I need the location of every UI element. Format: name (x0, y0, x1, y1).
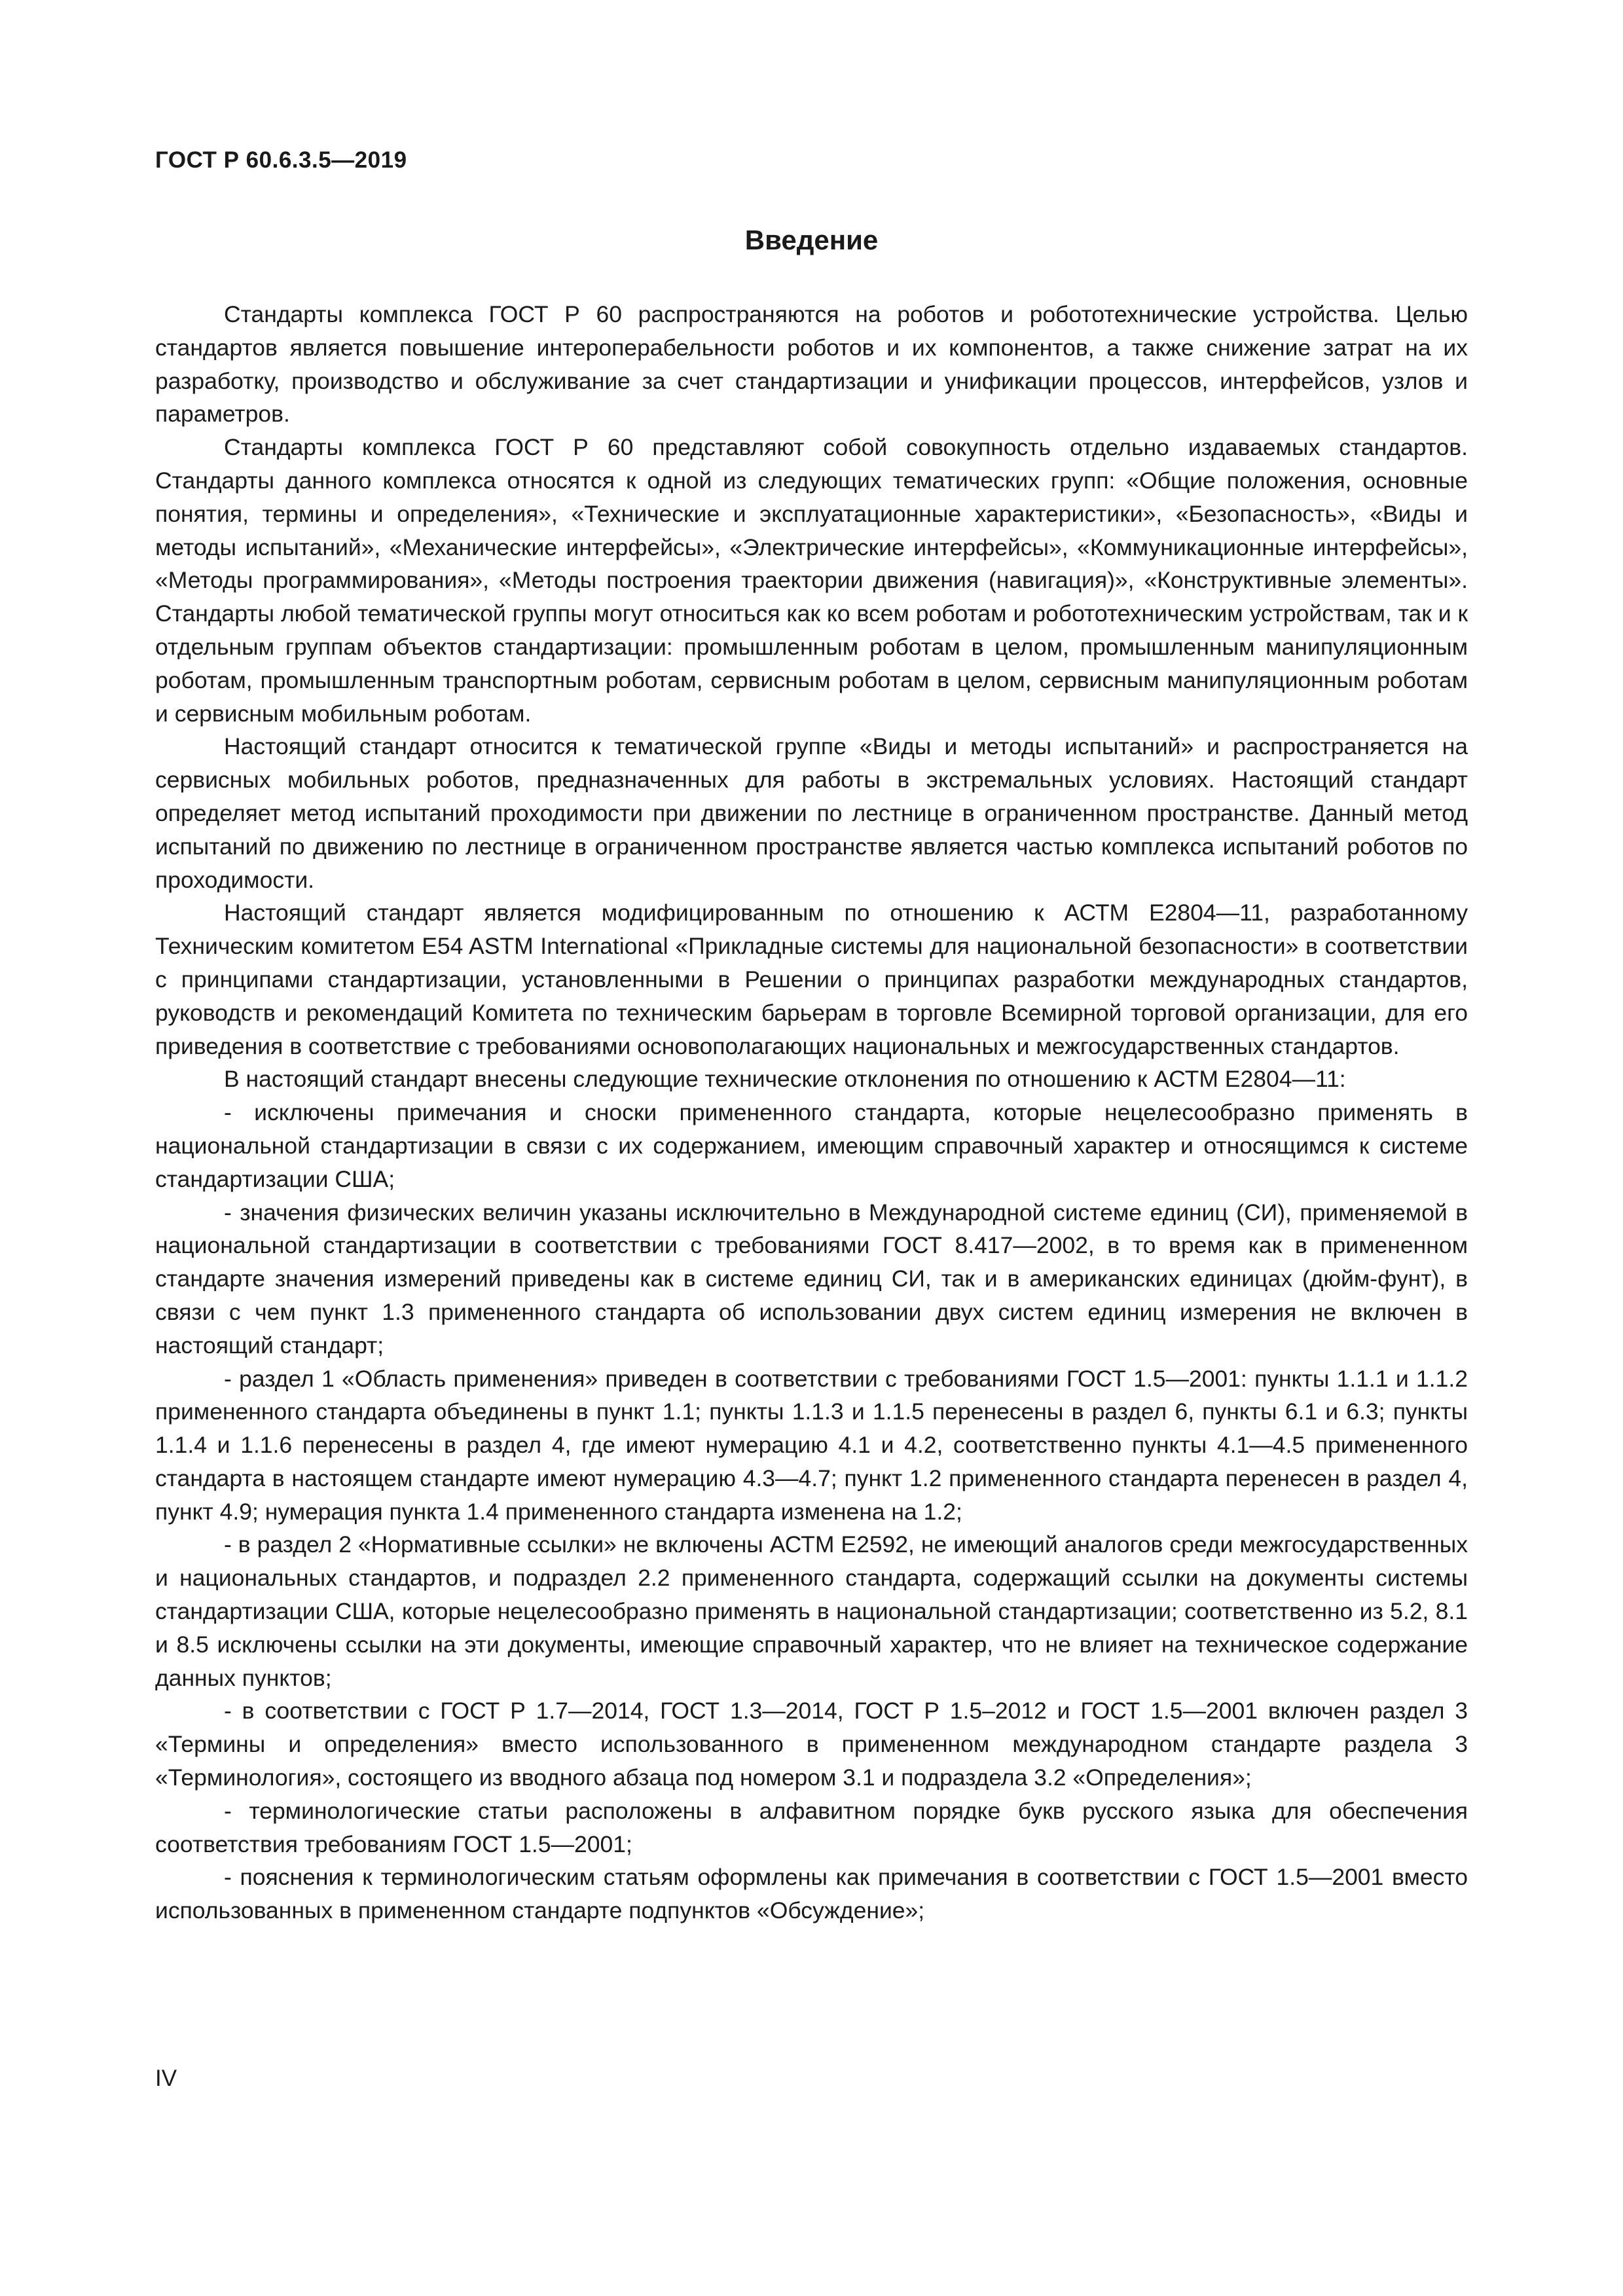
list-item: - пояснения к терминологическим статьям оформлены как примечания в соответствии с ГОСТ 1.5—2001 вместо использованных в примененном стандарте подпунктов «Обсуждение»; (155, 1864, 1468, 1924)
paragraph: Настоящий стандарт является модифицированным по отношению к АСТМ Е2804—11, разработанному Техническим комитетом E54 ASTM International «Прикладные системы для национальной безопасности» в соответствии с принципами стандартизации, установленными в Решении о принципах разработки международных стандартов, руководств и рекомендаций Комитета по техническим барьерам в торговле Всемирной торговой организации, для его приведения в соответствие с требованиями основополагающих национальных и межгосударственных стандартов. (155, 900, 1468, 1059)
list-item: - терминологические статьи расположены в алфавитном порядке букв русского языка для обеспечения соответствия требованиям ГОСТ 1.5—2001; (155, 1797, 1468, 1857)
document-code: ГОСТ Р 60.6.3.5—2019 (155, 147, 407, 173)
list-item: - в соответствии с ГОСТ Р 1.7—2014, ГОСТ 1.3—2014, ГОСТ Р 1.5–2012 и ГОСТ 1.5—2001 включен раздел 3 «Термины и определения» вместо использованного в примененном международном стандарте раздела 3 «Терминология», состоящего из вводного абзаца под номером 3.1 и подраздела 3.2 «Определения»; (155, 1698, 1468, 1791)
list-item: - в раздел 2 «Нормативные ссылки» не включены АСТМ Е2592, не имеющий аналогов среди межгосударственных и национальных стандартов, и подраздел 2.2 примененного стандарта, содержащий ссылки на документы системы стандартизации США, которые нецелесообразно применять в национальной стандартизации; соответственно из 5.2, 8.1 и 8.5 исключены ссылки на эти документы, имеющие справочный характер, что не влияет на техническое содержание данных пунктов; (155, 1531, 1468, 1691)
document-body (155, 298, 1468, 1927)
paragraph: Стандарты комплекса ГОСТ Р 60 представляют собой совокупность отдельно издаваемых стандартов. Стандарты данного комплекса относятся к одной из следующих тематических групп: «Общие положения, основные понятия, термины и определения», «Технические и эксплуатационные характеристики», «Безопасность», «Виды и методы испытаний», «Механические интерфейсы», «Электрические интерфейсы», «Коммуникационные интерфейсы», «Методы программирования», «Методы построения траектории движения (навигация)», «Конструктивные элементы». Стандарты любой тематической группы могут относиться как ко всем роботам и робототехническим устройствам, так и к отдельным группам объектов стандартизации: промышленным роботам в целом, промышленным манипуляционным роботам, промышленным транспортным роботам, сервисным роботам в целом, сервисным манипуляционным роботам и сервисным мобильным роботам. (155, 434, 1468, 727)
list-item: - исключены примечания и сноски примененного стандарта, которые нецелесообразно применять в национальной стандартизации в связи с их содержанием, имеющим справочный характер и относящимся к системе стандартизации США; (155, 1099, 1468, 1192)
paragraph: Настоящий стандарт относится к тематической группе «Виды и методы испытаний» и распространяется на сервисных мобильных роботов, предназначенных для работы в экстремальных условиях. Настоящий стандарт определяет метод испытаний проходимости при движении по лестнице в ограниченном пространстве. Данный метод испытаний по движению по лестнице в ограниченном пространстве является частью комплекса испытаний роботов по проходимости. (155, 733, 1468, 893)
page-number: IV (155, 2066, 177, 2091)
paragraph: В настоящий стандарт внесены следующие технические отклонения по отношению к АСТМ Е2804—11: (224, 1066, 1346, 1093)
section-title: Введение (744, 225, 879, 255)
paragraph: Стандарты комплекса ГОСТ Р 60 распространяются на роботов и робототехнические устройства. Целью стандартов является повышение интероперабельности роботов и их компонентов, а также снижение затрат на их разработку, производство и обслуживание за счет стандартизации и унификации процессов, интерфейсов, узлов и параметров. (155, 301, 1468, 428)
list-item: - раздел 1 «Область применения» приведен в соответствии с требованиями ГОСТ 1.5—2001: пункты 1.1.1 и 1.1.2 примененного стандарта объединены в пункт 1.1; пункты 1.1.3 и 1.1.5 перенесены в раздел 6, пункты 6.1 и 6.3; пункты 1.1.4 и 1.1.6 перенесены в раздел 4, где имеют нумерацию 4.1 и 4.2, соответственно пункты 4.1—4.5 примененного стандарта в настоящем стандарте имеют нумерацию 4.3—4.7; пункт 1.2 примененного стандарта перенесен в раздел 4, пункт 4.9; нумерация пункта 1.4 примененного стандарта изменена на 1.2; (155, 1365, 1468, 1525)
list-item: - значения физических величин указаны исключительно в Международной системе единиц (СИ), применяемой в национальной стандартизации в соответствии с требованиями ГОСТ 8.417—2002, в то время как в примененном стандарте значения измерений приведены как в системе единиц СИ, так и в американских единицах (дюйм-фунт), в связи с чем пункт 1.3 примененного стандарта об использовании двух систем единиц измерения не включен в настоящий стандарт; (155, 1199, 1468, 1358)
